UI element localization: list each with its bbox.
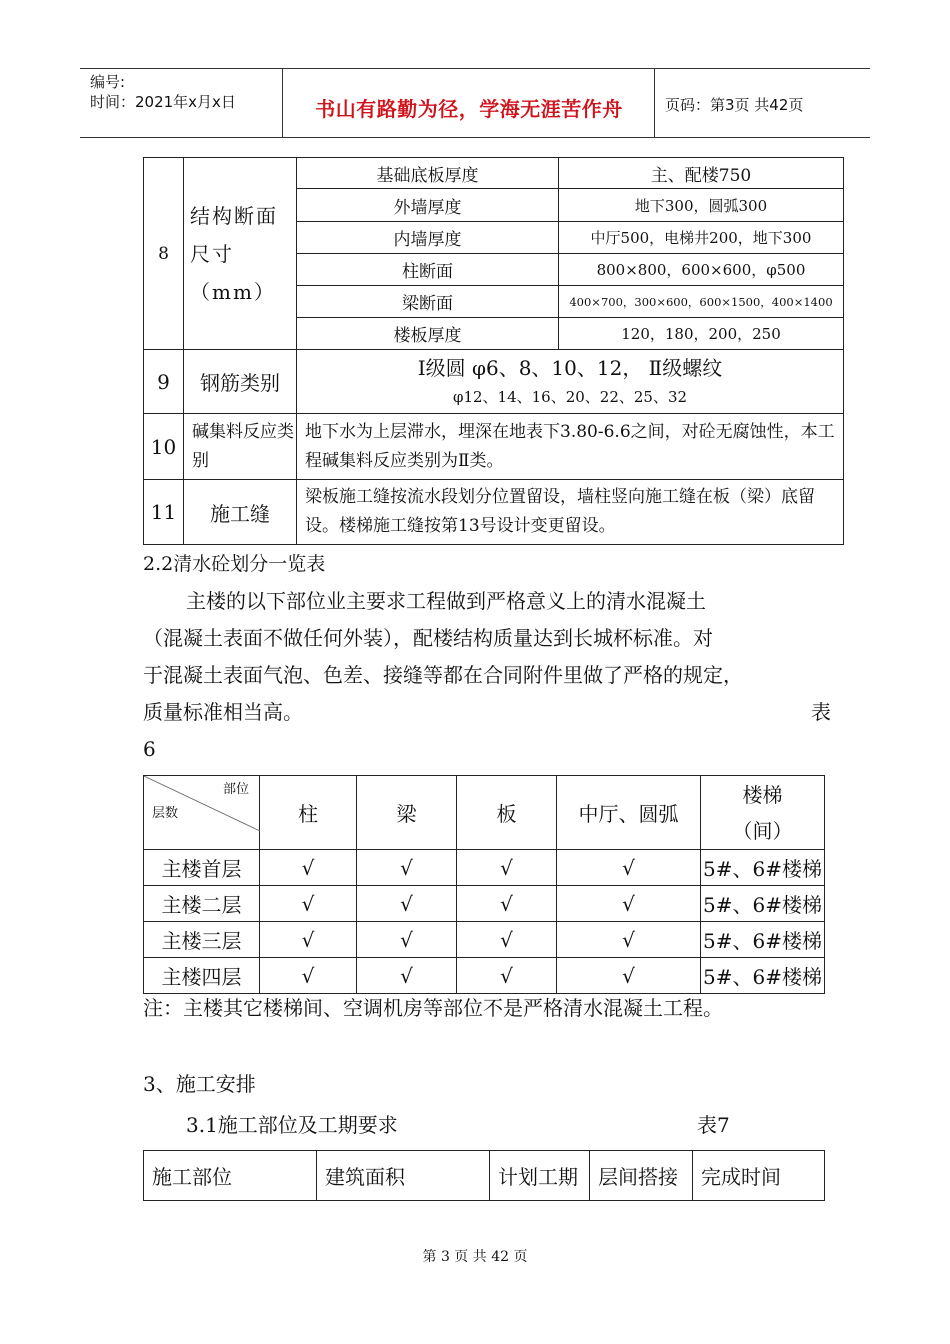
stair-header-line-2: （间） <box>732 818 793 843</box>
floor-label: 主楼首层 <box>144 850 260 886</box>
stair-value: 5#、6#楼梯 <box>701 886 825 922</box>
item-value: 800×800，600×600，φ500 <box>559 254 844 286</box>
table-caption-number: 6 <box>143 737 156 761</box>
item-name: 楼板厚度 <box>297 318 559 350</box>
column-header: 建筑面积 <box>317 1151 490 1201</box>
check-mark: √ <box>457 850 557 886</box>
construction-joint-text: 梁板施工缝按流水段划分位置留设，墙柱竖向施工缝在板（梁）底留设。楼梯施工缝按第13号设计变更留设。 <box>297 480 844 545</box>
paragraph-line: 主楼的以下部位业主要求工程做到严格意义上的清水混凝土 <box>186 589 706 613</box>
header-corner-cell <box>144 776 260 850</box>
construction-joint-title: 施工缝 <box>184 480 297 545</box>
stair-header-line-1: 楼梯 <box>742 782 783 807</box>
header-divider <box>282 69 283 137</box>
rebar-line-1: Ⅰ级圆 φ6、8、10、12， Ⅱ级螺纹 <box>417 355 723 380</box>
column-header: 层间搭接 <box>590 1151 693 1201</box>
check-mark: √ <box>357 850 457 886</box>
check-mark: √ <box>357 886 457 922</box>
stair-value: 5#、6#楼梯 <box>701 850 825 886</box>
alkali-reaction-title: 碱集料反应类别 <box>184 414 297 480</box>
section-heading: 3、施工安排 <box>143 1072 256 1096</box>
check-mark: √ <box>357 958 457 994</box>
table-row <box>144 922 825 958</box>
table-caption: 表 <box>811 700 831 724</box>
column-header: 板 <box>457 776 557 850</box>
row-number: 8 <box>144 158 184 350</box>
column-header: 梁 <box>357 776 457 850</box>
item-name: 梁断面 <box>297 286 559 318</box>
alkali-reaction-text: 地下水为上层滞水，埋深在地表下3.80-6.6之间，对砼无腐蚀性，本工程碱集料反应类别为Ⅱ类。 <box>297 414 844 480</box>
check-mark: √ <box>260 886 357 922</box>
check-mark: √ <box>457 958 557 994</box>
item-value: 中厅500，电梯井200，地下300 <box>559 222 844 254</box>
item-name: 外墙厚度 <box>297 189 559 222</box>
table-row <box>144 958 825 994</box>
section-size-title: 结构断面尺寸（mm） <box>184 158 297 350</box>
row-number: 10 <box>144 414 184 480</box>
paragraph-line: 质量标准相当高。 <box>143 700 303 724</box>
item-value: 地下300，圆弧300 <box>559 189 844 222</box>
check-mark: √ <box>557 886 701 922</box>
row-number: 9 <box>144 350 184 414</box>
column-header: 计划工期 <box>490 1151 590 1201</box>
corner-label-location: 部位 <box>222 782 249 797</box>
column-header: 中厅、圆弧 <box>557 776 701 850</box>
item-name: 柱断面 <box>297 254 559 286</box>
check-mark: √ <box>457 886 557 922</box>
table-row <box>144 886 825 922</box>
column-header <box>701 776 825 850</box>
section-heading: 2.2清水砼划分一览表 <box>143 553 326 575</box>
rebar-line-2: φ12、14、16、20、22、25、32 <box>452 387 688 406</box>
paragraph-line: 于混凝土表面气泡、色差、接缝等都在合同附件里做了严格的规定， <box>143 663 743 687</box>
check-mark: √ <box>260 958 357 994</box>
table-note: 注：主楼其它楼梯间、空调机房等部位不是严格清水混凝土工程。 <box>143 996 723 1020</box>
check-mark: √ <box>260 922 357 958</box>
doc-time-label: 时间：2021年x月x日 <box>90 93 236 111</box>
check-mark: √ <box>557 922 701 958</box>
check-mark: √ <box>357 922 457 958</box>
stair-value: 5#、6#楼梯 <box>701 958 825 994</box>
page-footer: 第 3 页 共 42 页 <box>422 1249 528 1265</box>
check-mark: √ <box>260 850 357 886</box>
header-motto: 书山有路勤为径，学海无涯苦作舟 <box>315 97 623 121</box>
doc-code-label: 编号: <box>90 73 126 91</box>
rebar-type-title: 钢筋类别 <box>184 350 297 414</box>
structure-table <box>143 157 844 545</box>
column-header: 完成时间 <box>693 1151 825 1201</box>
item-name: 基础底板厚度 <box>297 158 559 189</box>
sub-section-heading: 3.1施工部位及工期要求 <box>186 1113 398 1137</box>
page-header <box>80 68 870 138</box>
floor-label: 主楼二层 <box>144 886 260 922</box>
floor-label: 主楼三层 <box>144 922 260 958</box>
header-divider <box>654 69 655 137</box>
stair-value: 5#、6#楼梯 <box>701 922 825 958</box>
fair-faced-concrete-table <box>143 775 825 994</box>
column-header: 施工部位 <box>144 1151 317 1201</box>
check-mark: √ <box>457 922 557 958</box>
paragraph-line: （混凝土表面不做任何外装），配楼结构质量达到长城杯标准。对 <box>143 626 713 650</box>
item-value: 120，180，200，250 <box>559 318 844 350</box>
corner-label-floor: 层数 <box>152 806 179 821</box>
check-mark: √ <box>557 850 701 886</box>
table-row <box>144 850 825 886</box>
column-header: 柱 <box>260 776 357 850</box>
table-caption: 表7 <box>697 1113 730 1137</box>
header-page-number: 页码：第3页 共42页 <box>665 96 804 114</box>
item-value: 主、配楼750 <box>559 158 844 189</box>
row-number: 11 <box>144 480 184 545</box>
check-mark: √ <box>557 958 701 994</box>
schedule-table <box>143 1150 825 1201</box>
rebar-type-value <box>297 350 844 414</box>
item-value: 400×700，300×600，600×1500，400×1400 <box>559 286 844 318</box>
floor-label: 主楼四层 <box>144 958 260 994</box>
item-name: 内墙厚度 <box>297 222 559 254</box>
